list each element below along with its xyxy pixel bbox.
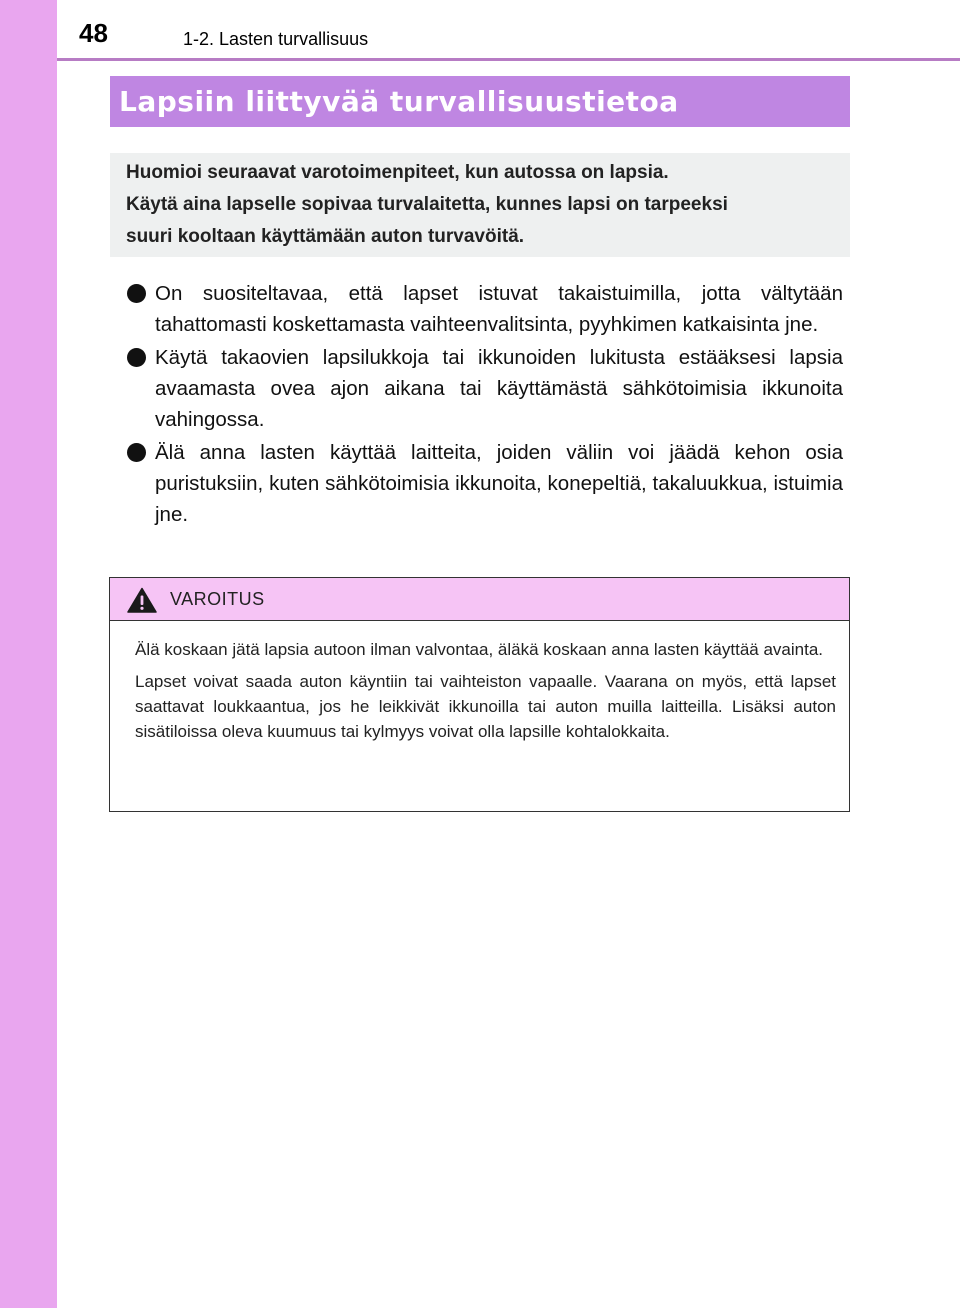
bullet-list [127, 278, 843, 532]
bullet-item [127, 278, 843, 340]
bullet-text: Älä anna lasten käyttää laitteita, joiden väliin voi jäädä kehon osia puristuksiin, kuten sähkötoimisia ikkunoita, konepeltiä, takaluukkua, istuimia jne. [155, 441, 843, 526]
bullet-dot-icon [127, 443, 146, 462]
title-banner [110, 76, 850, 127]
intro-line: Käytä aina lapselle sopivaa turvalaitetta, kunnes lapsi on tarpeeksi [126, 194, 728, 215]
bullet-dot-icon [127, 284, 146, 303]
warning-box [109, 577, 850, 812]
bullet-dot-icon [127, 348, 146, 367]
section-label: 1-2. Lasten turvallisuus [183, 29, 369, 49]
side-color-strip [0, 0, 57, 1308]
warning-body [110, 621, 849, 744]
warning-paragraph: Lapset voivat saada auton käyntiin tai vaihteiston vapaalle. Vaarana on myös, että lapset saattavat loukkaantua, jos he leikkivät ikkunoilla tai auton muilla laitteilla. Lisäksi auton sisätiloissa oleva kuumuus tai kylmyys voivat olla lapsille kohtalokkaita. [135, 672, 836, 741]
page-title: Lapsiin liittyvää turvallisuustietoa [119, 85, 679, 118]
intro-line: Huomioi seuraavat varotoimenpiteet, kun autossa on lapsia. [126, 162, 669, 183]
warning-paragraph: Älä koskaan jätä lapsia autoon ilman valvontaa, äläkä koskaan anna lasten käyttää avainta. [135, 640, 824, 659]
bullet-item [127, 437, 843, 530]
warning-triangle-icon [127, 587, 157, 613]
intro-line: suuri kooltaan käyttämään auton turvavöitä. [126, 226, 525, 247]
bullet-text: Käytä takaovien lapsilukkoja tai ikkunoiden lukitusta estääksesi lapsia avaamasta ovea ajon aikana tai käyttämästä sähkötoimisia ikkunoita vahingossa. [155, 346, 843, 431]
bullet-item [127, 342, 843, 435]
page-number: 48 [79, 18, 108, 48]
header-divider [57, 58, 960, 61]
warning-header [110, 578, 849, 621]
warning-label: VAROITUS [170, 589, 265, 609]
bullet-text: On suositeltavaa, että lapset istuvat takaistuimilla, jotta vältytään tahattomasti koskettamasta vaihteenvalitsinta, pyyhkimen katkaisinta jne. [155, 282, 843, 336]
intro-box [110, 153, 850, 257]
